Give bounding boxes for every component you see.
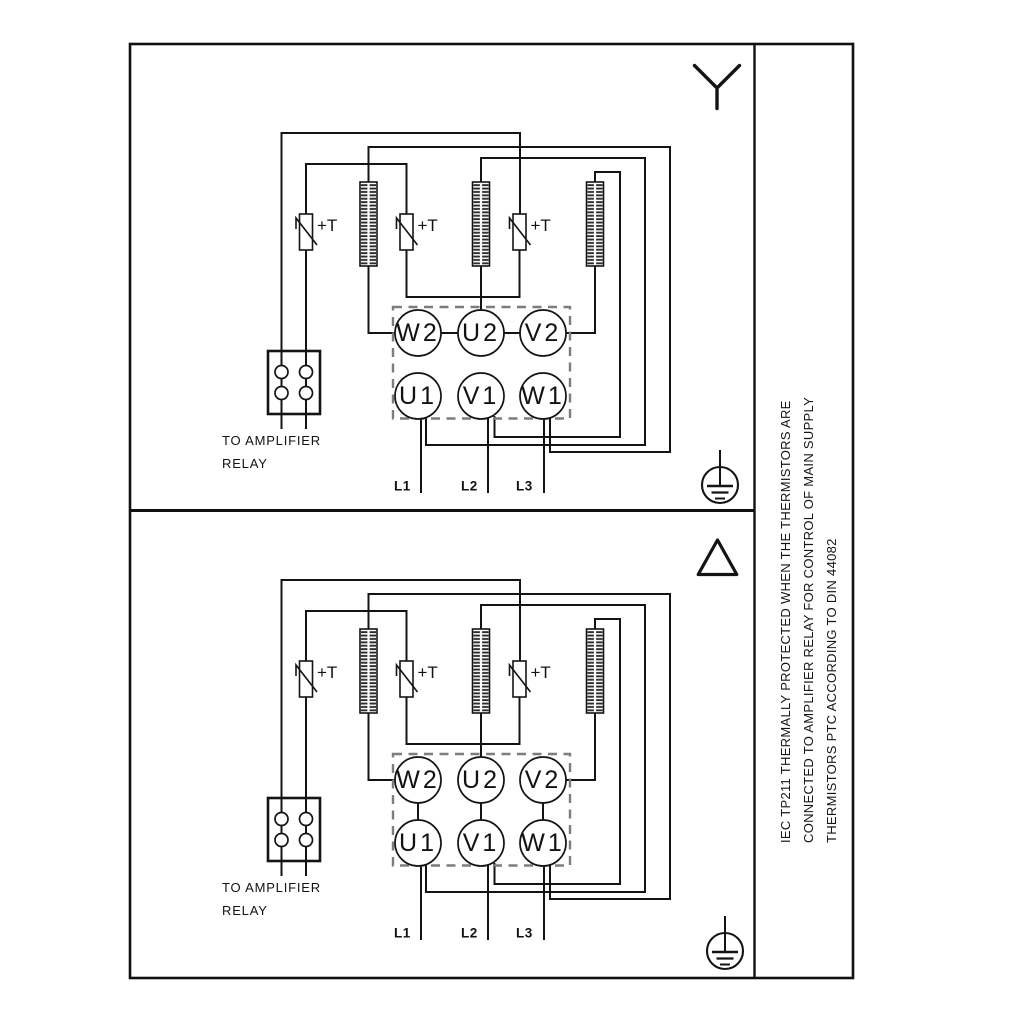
side-note-line: IEC TP211 THERMALLY PROTECTED WHEN THE THERMISTORS ARE bbox=[778, 400, 793, 843]
terminal-label-w2: W2 bbox=[396, 766, 440, 794]
supply-line-label-l2: L2 bbox=[461, 925, 478, 941]
terminal-label-u1: U1 bbox=[399, 382, 437, 410]
panel-delta bbox=[222, 540, 743, 969]
panel-star bbox=[222, 66, 740, 504]
terminal-label-w1: W1 bbox=[521, 829, 565, 857]
terminal-label-u1: U1 bbox=[399, 829, 437, 857]
star-connection-icon bbox=[695, 66, 740, 109]
supply-line-label-l3: L3 bbox=[516, 478, 533, 494]
side-note bbox=[774, 381, 843, 843]
panel-wiring bbox=[268, 580, 670, 940]
earth-ground-icon bbox=[702, 450, 738, 503]
terminal-label-v2: V2 bbox=[524, 319, 562, 347]
thermistor-label: +T bbox=[530, 216, 551, 235]
amplifier-relay-note-line2: RELAY bbox=[222, 903, 268, 918]
supply-line-label-l3: L3 bbox=[516, 925, 533, 941]
amplifier-relay-note-line1: TO AMPLIFIER bbox=[222, 433, 321, 448]
delta-bridge-links bbox=[418, 803, 543, 820]
amplifier-relay-note-line1: TO AMPLIFIER bbox=[222, 880, 321, 895]
terminal-label-u2: U2 bbox=[462, 319, 500, 347]
delta-connection-icon bbox=[698, 540, 737, 575]
supply-line-label-l1: L1 bbox=[394, 925, 411, 941]
thermistor-label: +T bbox=[317, 216, 338, 235]
thermistor-label: +T bbox=[417, 216, 438, 235]
terminal-label-w1: W1 bbox=[521, 382, 565, 410]
earth-ground-icon bbox=[707, 916, 743, 969]
side-note-line: THERMISTORS PTC ACCORDING TO DIN 44082 bbox=[824, 538, 839, 843]
terminal-label-v2: V2 bbox=[524, 766, 562, 794]
terminal-label-u2: U2 bbox=[462, 766, 500, 794]
thermistor-label: +T bbox=[417, 663, 438, 682]
thermistor-label: +T bbox=[530, 663, 551, 682]
supply-line-label-l2: L2 bbox=[461, 478, 478, 494]
terminal-label-v1: V1 bbox=[462, 829, 500, 857]
terminal-label-w2: W2 bbox=[396, 319, 440, 347]
terminal-label-v1: V1 bbox=[462, 382, 500, 410]
thermistor-label: +T bbox=[317, 663, 338, 682]
side-note-line: CONNECTED TO AMPLIFIER RELAY FOR CONTROL OF MAIN SUPPLY bbox=[801, 396, 816, 843]
panel-wiring bbox=[268, 133, 670, 493]
amplifier-relay-note-line2: RELAY bbox=[222, 456, 268, 471]
supply-line-label-l1: L1 bbox=[394, 478, 411, 494]
